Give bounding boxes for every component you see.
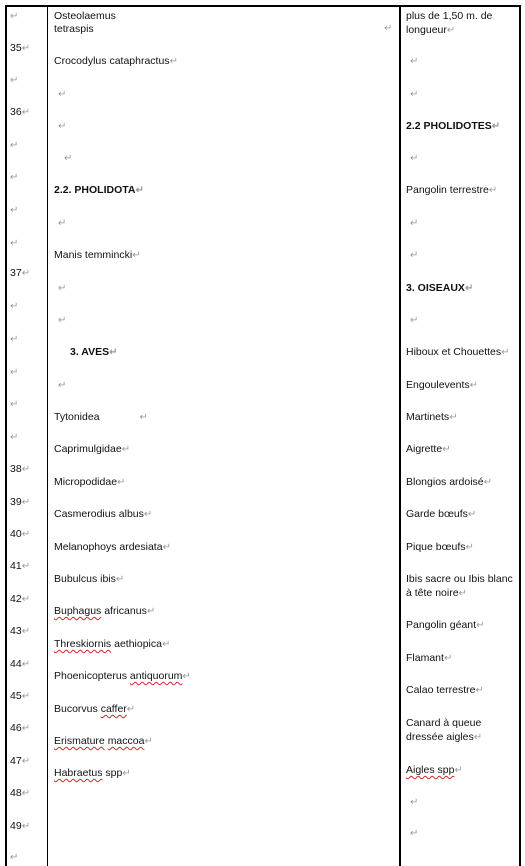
row-number bbox=[10, 299, 18, 314]
scientific-name-cell bbox=[54, 669, 191, 684]
paragraph-mark-icon: ↵ bbox=[475, 685, 484, 696]
paragraph-mark-icon: ↵ bbox=[115, 574, 125, 585]
scientific-name-text: Crocodylus cataphractus bbox=[54, 55, 170, 67]
scientific-name-text: Casmerodius albus bbox=[54, 508, 144, 520]
scientific-name-text: Caprimulgidae bbox=[54, 443, 122, 455]
row-number bbox=[10, 41, 30, 56]
common-name-cell bbox=[406, 475, 518, 490]
paragraph-mark-icon: ↵ bbox=[139, 412, 148, 423]
common-name-cell bbox=[410, 795, 522, 810]
common-name-cell bbox=[410, 248, 522, 263]
paragraph-mark-icon: ↵ bbox=[144, 736, 153, 747]
common-name-cell bbox=[406, 119, 518, 134]
common-name-cell bbox=[406, 651, 518, 666]
paragraph-mark-icon: ↵ bbox=[126, 704, 136, 715]
paragraph-mark-icon: ↵ bbox=[58, 121, 67, 132]
row-number bbox=[10, 397, 18, 412]
paragraph-mark-icon: ↵ bbox=[122, 768, 131, 779]
scientific-name-cell bbox=[54, 54, 178, 69]
paragraph-mark-icon: ↵ bbox=[146, 606, 156, 617]
scientific-name-text: Tytonidea bbox=[54, 411, 100, 423]
common-name-text: Martinets bbox=[406, 411, 450, 423]
scientific-name-cell bbox=[54, 766, 131, 781]
common-name-cell bbox=[410, 313, 522, 328]
table-left-border bbox=[5, 5, 7, 866]
row-number bbox=[10, 430, 18, 445]
row-number-text: 44 bbox=[10, 658, 22, 670]
paragraph-mark-icon: ↵ bbox=[58, 380, 67, 391]
row-number bbox=[10, 105, 30, 120]
common-name-cell bbox=[406, 345, 518, 360]
scientific-name-cell bbox=[54, 637, 170, 652]
row-number-text: 38 bbox=[10, 463, 22, 475]
species-text: spp bbox=[105, 767, 123, 779]
scientific-name-cell bbox=[54, 22, 393, 36]
paragraph-mark-icon: ↵ bbox=[491, 121, 501, 132]
paragraph-mark-icon: ↵ bbox=[410, 315, 419, 326]
species-text: africanus bbox=[104, 605, 147, 617]
section-heading: 3. AVES bbox=[70, 346, 110, 358]
row-number bbox=[10, 657, 30, 672]
paragraph-mark-icon: ↵ bbox=[169, 56, 178, 67]
common-name-cell bbox=[406, 716, 518, 745]
paragraph-mark-icon: ↵ bbox=[410, 153, 419, 164]
paragraph-mark-icon: ↵ bbox=[21, 594, 31, 605]
scientific-name-cell bbox=[58, 281, 66, 296]
species-text: antiquorum bbox=[129, 670, 183, 682]
row-number-text: 41 bbox=[10, 560, 22, 572]
row-number bbox=[10, 495, 30, 510]
common-name-text: Hiboux et Chouettes bbox=[406, 346, 502, 358]
paragraph-mark-icon: ↵ bbox=[467, 509, 477, 520]
paragraph-mark-icon: ↵ bbox=[442, 444, 451, 455]
paragraph-mark-icon: ↵ bbox=[10, 852, 19, 863]
common-name-cell bbox=[406, 410, 518, 425]
row-number bbox=[10, 9, 18, 24]
scientific-name-cell bbox=[54, 507, 152, 522]
paragraph-mark-icon: ↵ bbox=[21, 756, 31, 767]
row-number bbox=[10, 527, 30, 542]
section-heading: 3. OISEAUX bbox=[406, 282, 465, 294]
row-number bbox=[10, 850, 18, 865]
row-number bbox=[10, 365, 18, 380]
paragraph-mark-icon: ↵ bbox=[21, 529, 31, 540]
table-top-border bbox=[5, 5, 521, 7]
common-name-cell bbox=[406, 281, 518, 296]
genus-text: Habraetus bbox=[54, 767, 103, 779]
common-name-cell bbox=[406, 683, 518, 698]
paragraph-mark-icon: ↵ bbox=[443, 653, 453, 664]
scientific-name-cell bbox=[54, 9, 116, 23]
table-right-border bbox=[519, 5, 521, 866]
common-name-cell bbox=[406, 763, 518, 778]
paragraph-mark-icon: ↵ bbox=[488, 185, 498, 196]
section-heading: 2.2. PHOLIDOTA bbox=[54, 184, 136, 196]
scientific-name-cell bbox=[54, 410, 148, 425]
genus-text: Bucorvus bbox=[54, 703, 98, 715]
scientific-name-cell bbox=[54, 442, 130, 457]
common-name-cell bbox=[406, 618, 518, 633]
common-name-cell bbox=[406, 572, 518, 601]
row-number-text: 48 bbox=[10, 787, 22, 799]
scientific-name-text: Manis temmincki bbox=[54, 249, 133, 261]
common-name-text: Aigles spp bbox=[406, 764, 455, 776]
paragraph-mark-icon: ↵ bbox=[117, 477, 126, 488]
paragraph-mark-icon: ↵ bbox=[58, 89, 67, 100]
paragraph-mark-icon: ↵ bbox=[384, 23, 393, 34]
paragraph-mark-icon: ↵ bbox=[476, 620, 485, 631]
row-number bbox=[10, 73, 18, 88]
column-divider-2 bbox=[399, 5, 401, 866]
scientific-name-text: Melanophoys ardesiata bbox=[54, 541, 163, 553]
paragraph-mark-icon: ↵ bbox=[410, 797, 419, 808]
common-name-text: Garde bœufs bbox=[406, 508, 468, 520]
common-name-text: Blongios ardoisé bbox=[406, 476, 484, 488]
paragraph-mark-icon: ↵ bbox=[143, 509, 153, 520]
row-number bbox=[10, 462, 30, 477]
paragraph-mark-icon: ↵ bbox=[21, 626, 31, 637]
scientific-name-cell bbox=[54, 540, 171, 555]
scientific-name-cell bbox=[70, 345, 118, 360]
common-name-cell bbox=[406, 507, 518, 522]
paragraph-mark-icon: ↵ bbox=[10, 399, 19, 410]
scientific-name-cell bbox=[58, 119, 66, 134]
paragraph-mark-icon: ↵ bbox=[10, 205, 19, 216]
scientific-name-cell bbox=[58, 378, 66, 393]
scientific-name-cell bbox=[54, 475, 125, 490]
genus-text: Buphagus bbox=[54, 605, 102, 617]
paragraph-mark-icon: ↵ bbox=[473, 732, 483, 743]
row-number-text: 47 bbox=[10, 755, 22, 767]
species-text: maccoa bbox=[107, 735, 145, 747]
paragraph-mark-icon: ↵ bbox=[58, 315, 67, 326]
paragraph-mark-icon: ↵ bbox=[58, 218, 67, 229]
common-name-cell bbox=[410, 216, 522, 231]
row-number bbox=[10, 624, 30, 639]
scientific-name-text: tetraspis bbox=[54, 23, 94, 35]
scientific-name-cell bbox=[64, 151, 72, 166]
common-name-cell bbox=[406, 378, 518, 393]
row-number bbox=[10, 332, 18, 347]
species-text: caffer bbox=[100, 703, 127, 715]
paragraph-mark-icon: ↵ bbox=[10, 238, 19, 249]
paragraph-mark-icon: ↵ bbox=[64, 153, 73, 164]
paragraph-mark-icon: ↵ bbox=[483, 477, 493, 488]
scientific-name-cell bbox=[58, 313, 66, 328]
common-name-cell bbox=[410, 151, 522, 166]
paragraph-mark-icon: ↵ bbox=[21, 723, 31, 734]
paragraph-mark-icon: ↵ bbox=[10, 301, 19, 312]
row-number bbox=[10, 592, 30, 607]
paragraph-mark-icon: ↵ bbox=[10, 432, 19, 443]
row-number bbox=[10, 203, 18, 218]
row-number bbox=[10, 559, 30, 574]
paragraph-mark-icon: ↵ bbox=[21, 561, 31, 572]
species-text: aethiopica bbox=[114, 638, 162, 650]
row-number-text: 35 bbox=[10, 42, 22, 54]
row-number bbox=[10, 266, 30, 281]
paragraph-mark-icon: ↵ bbox=[410, 89, 419, 100]
common-name-text: Pique bœufs bbox=[406, 541, 466, 553]
row-number bbox=[10, 754, 30, 769]
paragraph-mark-icon: ↵ bbox=[469, 380, 479, 391]
paragraph-mark-icon: ↵ bbox=[446, 25, 456, 36]
row-number bbox=[10, 138, 18, 153]
genus-text: Erismature bbox=[54, 735, 105, 747]
row-number-text: 45 bbox=[10, 690, 22, 702]
paragraph-mark-icon: ↵ bbox=[449, 412, 458, 423]
paragraph-mark-icon: ↵ bbox=[410, 828, 419, 839]
row-number bbox=[10, 721, 30, 736]
paragraph-mark-icon: ↵ bbox=[21, 107, 31, 118]
scientific-name-cell bbox=[54, 702, 135, 717]
paragraph-mark-icon: ↵ bbox=[410, 218, 419, 229]
scientific-name-cell bbox=[54, 572, 124, 587]
common-name-text: Pangolin terrestre bbox=[406, 184, 489, 196]
common-name-text: Calao terrestre bbox=[406, 684, 476, 696]
paragraph-mark-icon: ↵ bbox=[410, 56, 419, 67]
scientific-name-cell bbox=[58, 216, 66, 231]
paragraph-mark-icon: ↵ bbox=[21, 43, 31, 54]
paragraph-mark-icon: ↵ bbox=[21, 497, 31, 508]
scientific-name-text: Osteolaemus bbox=[54, 10, 116, 22]
row-number bbox=[10, 236, 18, 251]
common-name-text: Engoulevents bbox=[406, 379, 470, 391]
paragraph-mark-icon: ↵ bbox=[21, 788, 31, 799]
paragraph-mark-icon: ↵ bbox=[458, 588, 467, 599]
row-number-text: 46 bbox=[10, 722, 22, 734]
common-name-text: plus de 1,50 m. de longueur bbox=[406, 10, 493, 36]
scientific-name-cell bbox=[54, 734, 153, 749]
common-name-cell bbox=[406, 183, 518, 198]
row-number bbox=[10, 786, 30, 801]
paragraph-mark-icon: ↵ bbox=[410, 250, 419, 261]
row-number-text: 39 bbox=[10, 496, 22, 508]
common-name-text: Aigrette bbox=[406, 443, 443, 455]
paragraph-mark-icon: ↵ bbox=[21, 821, 31, 832]
paragraph-mark-icon: ↵ bbox=[21, 268, 31, 279]
scientific-name-cell bbox=[54, 248, 141, 263]
scientific-name-cell bbox=[54, 183, 144, 198]
paragraph-mark-icon: ↵ bbox=[501, 347, 510, 358]
paragraph-mark-icon: ↵ bbox=[10, 11, 19, 22]
row-number bbox=[10, 170, 18, 185]
common-name-cell bbox=[410, 54, 522, 69]
paragraph-mark-icon: ↵ bbox=[21, 659, 31, 670]
paragraph-mark-icon: ↵ bbox=[182, 671, 191, 682]
row-number-text: 42 bbox=[10, 593, 22, 605]
genus-text: Threskiornis bbox=[54, 638, 112, 650]
paragraph-mark-icon: ↵ bbox=[121, 444, 131, 455]
common-name-text: Ibis sacre ou Ibis blanc à tête noire bbox=[406, 573, 513, 599]
paragraph-mark-icon: ↵ bbox=[135, 185, 144, 196]
scientific-name-text: Bubulcus ibis bbox=[54, 573, 116, 585]
paragraph-mark-icon: ↵ bbox=[58, 283, 67, 294]
paragraph-mark-icon: ↵ bbox=[464, 283, 474, 294]
row-number bbox=[10, 689, 30, 704]
scientific-name-text: Micropodidae bbox=[54, 476, 118, 488]
row-number-text: 49 bbox=[10, 820, 22, 832]
common-name-cell bbox=[410, 87, 522, 102]
genus-text: Phoenicopterus bbox=[54, 670, 127, 682]
paragraph-mark-icon: ↵ bbox=[162, 542, 171, 553]
row-number-text: 43 bbox=[10, 625, 22, 637]
paragraph-mark-icon: ↵ bbox=[10, 140, 19, 151]
row-number-text: 40 bbox=[10, 528, 22, 540]
paragraph-mark-icon: ↵ bbox=[161, 639, 171, 650]
paragraph-mark-icon: ↵ bbox=[21, 464, 31, 475]
paragraph-mark-icon: ↵ bbox=[10, 75, 19, 86]
common-name-text: Flamant bbox=[406, 652, 444, 664]
scientific-name-cell bbox=[54, 604, 155, 619]
row-number-text: 36 bbox=[10, 106, 22, 118]
scientific-name-cell bbox=[58, 87, 66, 102]
paragraph-mark-icon: ↵ bbox=[465, 542, 474, 553]
row-number bbox=[10, 819, 30, 834]
common-name-text: Pangolin géant bbox=[406, 619, 477, 631]
paragraph-mark-icon: ↵ bbox=[10, 172, 19, 183]
paragraph-mark-icon: ↵ bbox=[109, 347, 118, 358]
common-name-cell bbox=[406, 9, 518, 38]
section-heading: 2.2 PHOLIDOTES bbox=[406, 120, 492, 132]
common-name-text: Canard à queue dressée aigles bbox=[406, 717, 482, 743]
common-name-cell bbox=[406, 442, 518, 457]
common-name-cell bbox=[410, 826, 522, 841]
paragraph-mark-icon: ↵ bbox=[21, 691, 31, 702]
row-number-text: 37 bbox=[10, 267, 22, 279]
paragraph-mark-icon: ↵ bbox=[132, 250, 141, 261]
paragraph-mark-icon: ↵ bbox=[10, 367, 19, 378]
common-name-cell bbox=[406, 540, 518, 555]
paragraph-mark-icon: ↵ bbox=[10, 334, 19, 345]
column-divider-1 bbox=[47, 5, 48, 866]
paragraph-mark-icon: ↵ bbox=[454, 765, 463, 776]
